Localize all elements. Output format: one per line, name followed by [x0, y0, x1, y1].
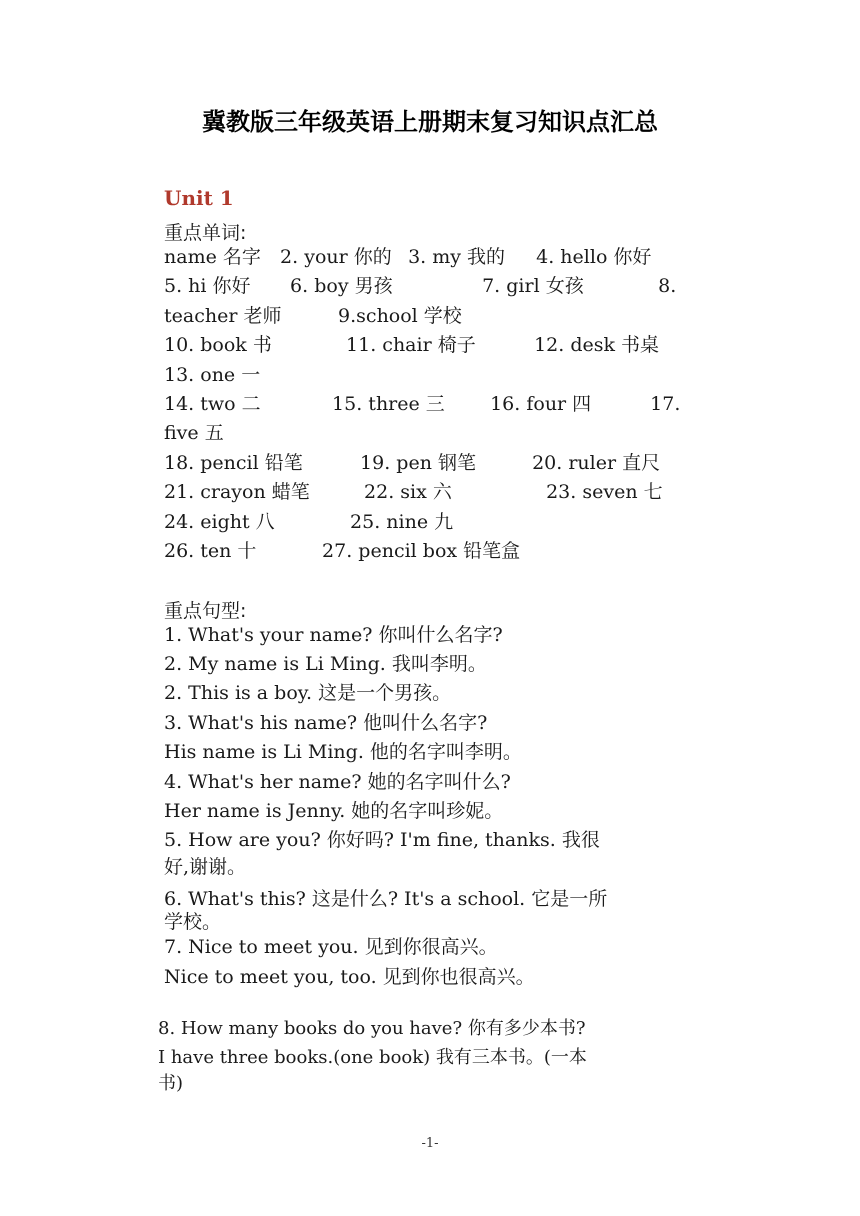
vocab-item: teacher 老师: [164, 305, 282, 327]
vocab-line: [164, 277, 676, 296]
vocab-item: 23. seven 七: [546, 481, 663, 503]
vocab-item: 27. pencil box 铅笔盒: [322, 540, 521, 562]
sentence-line: 书): [158, 1073, 184, 1094]
vocab-line: [164, 395, 680, 414]
sentence-line: 3. What's his name? 他叫什么名字?: [164, 712, 488, 734]
vocab-item: five 五: [164, 422, 224, 444]
vocab-item: 15. three 三: [332, 393, 445, 415]
vocab-item: 10. book 书: [164, 334, 272, 356]
vocab-line: [164, 366, 260, 385]
vocab-line: [164, 542, 520, 561]
vocab-line: [164, 307, 462, 326]
sentence-line: 1. What's your name? 你叫什么名字?: [164, 624, 503, 646]
sentence-line: 4. What's her name? 她的名字叫什么?: [164, 771, 511, 793]
vocab-item: 21. crayon 蜡笔: [164, 481, 310, 503]
page-title: 冀教版三年级英语上册期末复习知识点汇总: [202, 108, 658, 136]
unit-heading: Unit 1: [164, 186, 234, 210]
vocab-item: 19. pen 钢笔: [360, 452, 476, 474]
vocab-heading: 重点单词:: [164, 222, 247, 244]
sentence-line: Nice to meet you, too. 见到你也很高兴。: [164, 966, 535, 988]
vocab-item: 7. girl 女孩: [482, 275, 584, 297]
vocab-item: 6. boy 男孩: [290, 275, 393, 297]
vocab-item: 2. your 你的: [280, 246, 392, 268]
vocab-item: 17.: [650, 393, 681, 415]
vocab-line: [164, 336, 659, 355]
vocab-item: name 名字: [164, 246, 261, 268]
sentence-line: His name is Li Ming. 他的名字叫李明。: [164, 741, 522, 763]
sentence-heading: 重点句型:: [164, 600, 247, 622]
sentence-line: 6. What's this? 这是什么? It's a school. 它是一所: [164, 888, 608, 910]
vocab-item: 11. chair 椅子: [346, 334, 476, 356]
sentence-line: Her name is Jenny. 她的名字叫珍妮。: [164, 800, 504, 822]
vocab-line: [164, 248, 651, 267]
vocab-item: 14. two 二: [164, 393, 261, 415]
vocab-item: 12. desk 书桌: [534, 334, 660, 356]
vocab-item: 20. ruler 直尺: [532, 452, 661, 474]
sentence-line: 2. My name is Li Ming. 我叫李明。: [164, 653, 487, 675]
sentence-line: 学校。: [164, 911, 222, 933]
vocab-item: 16. four 四: [490, 393, 592, 415]
vocab-item: 25. nine 九: [350, 511, 454, 533]
vocab-item: 18. pencil 铅笔: [164, 452, 303, 474]
sentence-line: 5. How are you? 你好吗? I'm fine, thanks. 我很: [164, 829, 600, 851]
sentence-line: 7. Nice to meet you. 见到你很高兴。: [164, 936, 498, 958]
vocab-item: 5. hi 你好: [164, 275, 251, 297]
vocab-line: [164, 454, 660, 473]
vocab-item: 3. my 我的: [408, 246, 506, 268]
vocab-item: 22. six 六: [364, 481, 452, 503]
vocab-item: 4. hello 你好: [536, 246, 652, 268]
sentence-line: 8. How many books do you have? 你有多少本书?: [158, 1018, 586, 1039]
vocab-item: 26. ten 十: [164, 540, 257, 562]
sentence-line: 2. This is a boy. 这是一个男孩。: [164, 682, 452, 704]
sentence-line: 好,谢谢。: [164, 856, 247, 878]
vocab-line: [164, 424, 224, 443]
vocab-item: 8.: [658, 275, 677, 297]
vocab-line: [164, 483, 663, 502]
vocab-line: [164, 513, 453, 532]
vocab-item: 13. one 一: [164, 364, 261, 386]
page-number: -1-: [421, 1136, 439, 1151]
vocab-item: 9.school 学校: [338, 305, 462, 327]
vocab-item: 24. eight 八: [164, 511, 275, 533]
sentence-line: I have three books.(one book) 我有三本书。(一本: [158, 1047, 587, 1068]
